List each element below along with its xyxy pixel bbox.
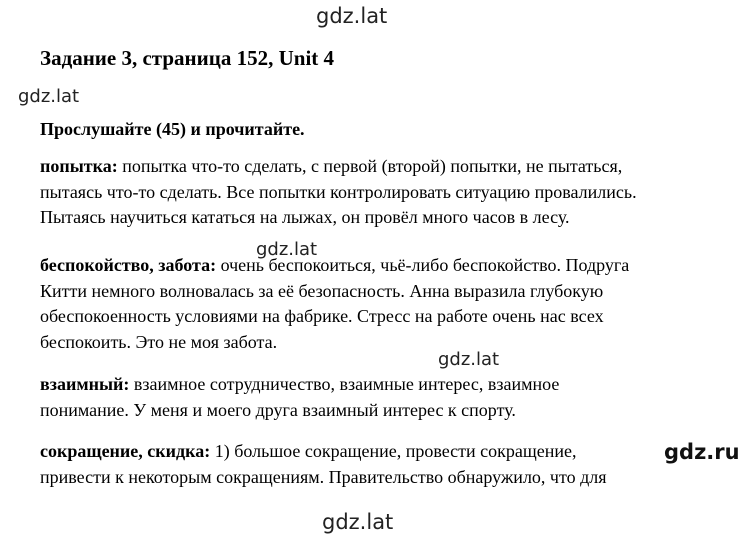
entry-line: обеспокоенность условиями на фабрике. Стресс на работе очень нас всех [40, 306, 604, 326]
vocab-entry-attempt [40, 154, 700, 231]
entry-line [40, 439, 700, 465]
entry-text: попытка что-то сделать, с первой (второй) попытки, не пытаться, [122, 156, 623, 176]
entry-line [40, 253, 700, 279]
watermark-top: gdz.lat [316, 4, 388, 28]
entry-line [40, 154, 700, 180]
entry-line: беспокоить. Это не моя забота. [40, 331, 278, 352]
entry-term: попытка: [40, 156, 118, 176]
watermark-bottom: gdz.lat [322, 510, 394, 534]
instruction-text: Прослушайте (45) и прочитайте. [40, 119, 305, 139]
entry-line: понимание. У меня и моего друга взаимный интерес к спорту. [40, 399, 516, 420]
entry-line: Пытаясь научиться кататься на лыжах, он провёл много часов в лесу. [40, 207, 570, 227]
entry-text: 1) большое сокращение, провести сокращение, [214, 441, 577, 461]
entry-line: привести к некоторым сокращениям. Правительство обнаружило, что для [40, 466, 607, 487]
watermark-left: gdz.lat [18, 86, 80, 107]
entry-term: беспокойство, забота: [40, 255, 217, 275]
vocab-entry-reduction [40, 439, 700, 490]
entry-term: взаимный: [40, 374, 130, 394]
page-title: Задание 3, страница 152, Unit 4 [40, 46, 335, 70]
watermark-middle-2: gdz.lat [438, 349, 500, 370]
vocab-entry-concern [40, 253, 700, 355]
entry-text: взаимное сотрудничество, взаимные интерес, взаимное [133, 374, 560, 394]
entry-line [40, 372, 700, 398]
entry-text: очень беспокоиться, чьё-либо беспокойство. Подруга [220, 255, 630, 275]
entry-line: пытаясь что-то сделать. Все попытки контролировать ситуацию провалились. [40, 181, 637, 202]
watermark-right: gdz.ru [664, 440, 740, 464]
entry-line: Китти немного волновалась за её безопасность. Анна выразила глубокую [40, 280, 604, 301]
vocab-entry-mutual [40, 372, 700, 423]
entry-term: сокращение, скидка: [40, 441, 211, 461]
watermark-middle-1: gdz.lat [256, 239, 318, 260]
